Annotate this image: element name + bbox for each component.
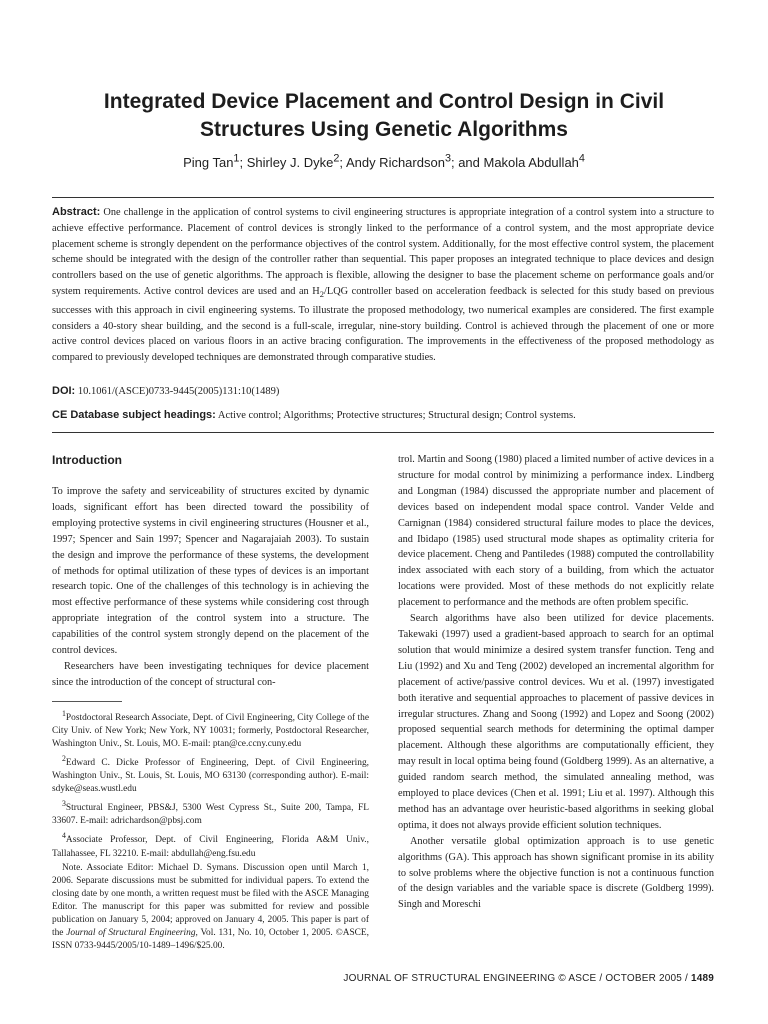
doi-label: DOI: [52,385,76,397]
right-column [398,452,714,913]
author: Makola Abdullah$^4$ [483,153,585,171]
footnotes [52,707,369,954]
abstract-label: Abstract: [52,206,101,218]
subject-label: CE Database subject headings: [52,409,216,421]
body-paragraph: Search algorithms have also been utilized for device placements. Takewaki (1997) used a gradient-based approach to search for an optimal solution that would minimize a desired system transfer function. Teng and Liu (1992) and Xu and Teng (2002) developed an incremental algorithm for placement of active/passive control devices. Wu et al. (1997) investigated both iterative and sequential approaches to placement of passive devices in irregular structures. Zhang and Soong (1992) and Lopez and Soong (2002) proposed sequential search methods for determining the optimal damper placement. Although these algorithms are computationally efficient, they may result in local optima being found (Goldberg 1999). As an alternative, a guided random search method, the simulated annealing method, was employed to place devices (Chen et al. 1991; Liu et al. 1997). Although this method has an advantage over heuristic-based algorithms in seeking global optima, it does not always provide efficient solution techniques. [398,613,714,831]
body-paragraph: trol. Martin and Soong (1980) placed a limited number of active devices in a structure for modal control by minimizing a performance index. Lindberg and Longman (1984) discussed the appropriate number and placement of devices based on independent modal space control. Vander Velde and Carnignan (1984) considered structural failure modes to place the devices, and Ibidapo (1985) used structural mode shapes as optimality criteria for device placement. Cheng and Pantiledes (1988) computed the controllability index associated with each story of a building, from which the actuator locations were provided. Most of these methods do not explicitly relate placement to performance and the methods are often problem specific. [398,454,714,609]
page-number: 1489 [690,973,714,984]
footnote: $^3$Structural Engineer, PBS&J, 5300 West Cypress St., Suite 200, Tampa, FL 33607. E-mail: adrichardson@pbsj.com [52,799,369,827]
footer-journal: JOURNAL OF STRUCTURAL ENGINEERING © ASCE / OCTOBER 2005 / [343,973,691,984]
abstract [52,205,714,366]
footnote: $^2$Edward C. Dicke Professor of Engineering, Dept. of Civil Engineering, Washington Univ., St. Louis, St. Louis, MO 63130 (corresponding author). E-mail: sdyke@seas.wustl.edu [52,754,369,795]
page-footer [343,973,714,984]
author: Ping Tan$^1$; [183,153,247,171]
footnote: $^4$Associate Professor, Dept. of Civil Engineering, Florida A&M Univ., Tallahassee, FL 32210. E-mail: abdullah@eng.fsu.edu [52,831,369,859]
subject-headings [52,409,576,421]
author-list [40,153,728,170]
doi-line [52,385,279,397]
journal-name: Journal of Structural Engineering [66,927,196,938]
title-line-2: Structures Using Genetic Algorithms [200,118,568,141]
paper-title [40,88,728,144]
footnote-divider [52,701,122,702]
subject-value: Active control; Algorithms; Protective structures; Structural design; Control systems. [217,410,576,421]
abstract-text-b: /LQG controller based on acceleration feedback is selected for this study based on previous successes with this approach in civil engineering systems. To illustrate the proposed methodology, two numerical examples are considered. The first example considers a 40-story shear building, and the second is a full-scale, irregular, nine-story building. Control is achieved through the placement of one or more active control devices placed on various floors in an active bracing configuration. The improvements in the effectiveness of the proposed methodology as compared to previously developed techniques are demonstrated through comparative studies. [52,285,714,364]
title-line-1: Integrated Device Placement and Control Design in Civil [103,90,665,113]
author: Shirley J. Dyke$^2$; [246,153,346,171]
top-divider [52,197,714,198]
footnote: $^1$Postdoctoral Research Associate, Dept. of Civil Engineering, City College of the City Univ. of New York; New York, NY 10031; formerly, Postdoctoral Researcher, Washington Univ., St. Louis, MO. E-mail: ptan@ce.ccny.cuny.edu [52,709,369,750]
abstract-bottom-divider [52,432,714,433]
abstract-subscript: 2 [319,289,325,300]
abstract-text-a: One challenge in the application of control systems to civil engineering structures is appropriate integration of a control system into a structure to achieve effective performance. Placement of control devices is strongly linked to the performance of a control system, and the most appropriate device placement scheme is strongly dependent on the performance objectives of the control system. Additionally, for the most effective control system, the placement scheme should be integrated with the design of the controller rather than sequential. This paper proposes an integrated technique to place devices and design controllers based on the use of genetic algorithms. The approach is flexible, allowing the designer to base the placement scheme on performance goals and/or system requirements. Active control devices are used and an H [52,207,714,297]
doi-value: 10.1061/(ASCE)0733-9445(2005)131:10(1489) [77,386,280,397]
left-column [52,484,369,691]
body-paragraph: Researchers have been investigating techniques for device placement since the introduction of the concept of structural con- [52,660,369,688]
body-paragraph: Another versatile global optimization approach is to use genetic algorithms (GA). This approach has shown significant promise in its ability to solve problems where the objective function is not a continuous function of the design variables and the variable space is discrete (Goldberg 1999). Singh and Moreschi [398,835,714,911]
author: Andy Richardson$^3$; and [345,153,484,171]
section-heading-introduction: Introduction [52,453,122,467]
body-paragraph: To improve the safety and serviceability of structures excited by dynamic loads, significant effort has been directed toward the possibility of employing protective systems in civil engineering structures (Housner et al., 1997; Spencer and Sain 1997; Spencer and Nagarajaiah 2003). To sustain the design and improve the performance of these systems, the development of methods for optimal utilization of these types of devices is an important research topic. One of the challenges of this technology is in achieving the most effective performance of these systems while considering cost through appropriate integration of the control system into a structure. The capabilities of the control system strongly depend on the placement of the control devices. [52,486,369,657]
editorial-note: Note. Associate Editor: Michael D. Symans. Discussion open until March 1, 2006. Separate discussions must be submitted for individual papers. To extend the closing date by one month, a written request must be filed with the ASCE Managing Editor. The manuscript for this paper was submitted for review and possible publication on January 5, 2004; approved on January 4, 2005. This paper is part of the Journal of Structural Engineering, Vol. 131, No. 10, October 1, 2005. ©ASCE, ISSN 0733-9445/2005/10-1489–1496/$25.00. [52,862,369,951]
